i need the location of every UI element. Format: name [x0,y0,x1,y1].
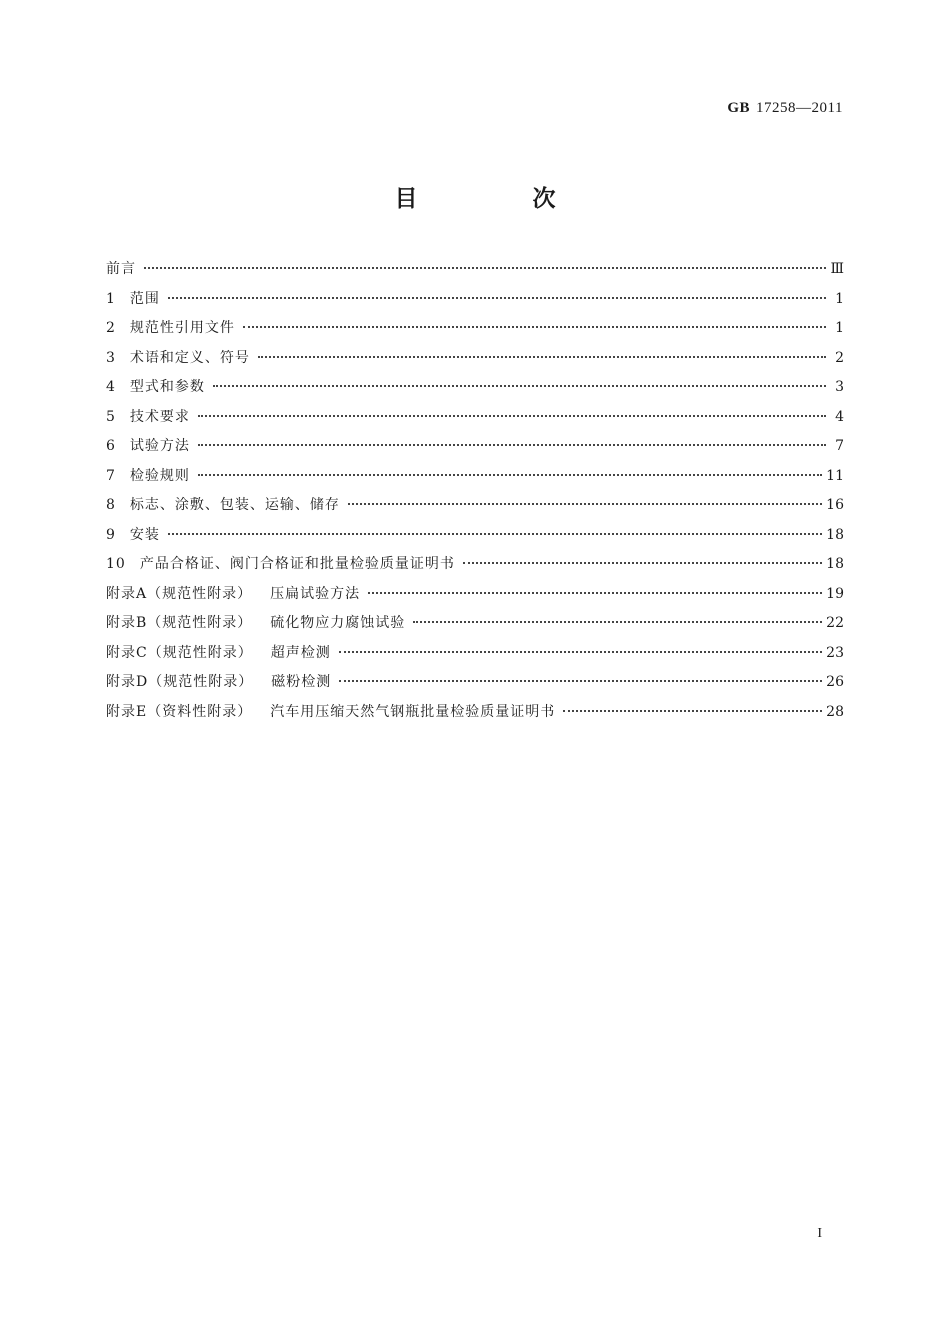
toc-entry-label: 附录C（规范性附录） 超声检测 [106,642,335,662]
appendix-number: 附录D（规范性附录） [106,674,254,690]
toc-entry-appendix-b[interactable] [106,612,844,642]
toc-entry-10[interactable] [106,553,844,583]
standard-code [727,100,843,117]
toc-entry-label: 附录A（规范性附录） 压扁试验方法 [106,583,364,603]
appendix-number: 附录C（规范性附录） [106,644,253,661]
appendix-number: 附录A（规范性附录） [106,585,253,602]
dot-leader [368,592,822,594]
toc-entry-label: 前言 [106,261,136,277]
toc-entry-page: 16 [826,497,844,513]
toc-entry-3[interactable] [106,347,844,377]
section-number: 2 [106,320,116,336]
toc-entry-9[interactable] [106,524,844,554]
dot-leader [198,415,826,417]
dot-leader [413,621,822,623]
table-of-contents [106,258,844,730]
toc-entry-foreword[interactable] [106,258,844,288]
toc-entry-5[interactable] [106,406,844,436]
toc-entry-page: 19 [826,585,844,602]
toc-entry-appendix-c[interactable] [106,642,844,672]
toc-entry-label: 附录E（资料性附录） 汽车用压缩天然气钢瓶批量检验质量证明书 [106,701,559,721]
toc-entry-page: 18 [826,526,844,543]
toc-entry-page: 11 [826,467,844,484]
dot-leader [339,651,822,653]
toc-entry-page: 4 [835,408,844,425]
toc-entry-label: 4 型式和参数 [106,379,205,395]
dot-leader [213,385,826,387]
page-number: I [817,1226,822,1241]
section-number: 6 [106,438,116,454]
toc-entry-appendix-e[interactable] [106,701,844,731]
toc-entry-page: 22 [826,615,844,631]
toc-entry-page: 2 [835,349,844,366]
dot-leader [198,444,826,446]
dot-leader [144,267,826,269]
section-number: 5 [106,408,116,425]
toc-entry-label: 8 标志、涂敷、包装、运输、储存 [106,497,340,513]
toc-entry-4[interactable] [106,376,844,406]
toc-entry-label: 2 规范性引用文件 [106,320,235,336]
appendix-number: 附录E（资料性附录） [106,703,253,720]
toc-entry-label: 附录B（规范性附录） 硫化物应力腐蚀试验 [106,612,409,632]
page-title: 目 次 [394,186,602,212]
toc-entry-appendix-a[interactable] [106,583,844,613]
appendix-number: 附录B（规范性附录） [106,615,253,631]
section-number: 4 [106,379,116,395]
dot-leader [348,503,822,505]
dot-leader [339,680,822,682]
toc-entry-1[interactable] [106,288,844,318]
section-number: 9 [106,526,116,543]
toc-entry-label: 附录D（规范性附录） 磁粉检测 [106,671,335,691]
toc-entry-page: 3 [835,379,844,395]
standard-number: 17258—2011 [756,100,843,116]
toc-entry-7[interactable] [106,465,844,495]
section-number: 10 [106,556,126,572]
toc-entry-page: 23 [826,644,844,661]
toc-entry-page: 7 [835,438,844,454]
toc-entry-label: 9 安装 [106,526,160,543]
toc-entry-page: Ⅲ [830,261,844,277]
section-number: 3 [106,349,116,366]
standard-prefix: GB [727,100,751,116]
toc-entry-6[interactable] [106,435,844,465]
toc-entry-page: 18 [826,556,844,572]
section-number: 7 [106,467,116,484]
dot-leader [168,297,826,299]
toc-entry-page: 1 [835,290,844,307]
dot-leader [168,533,822,535]
toc-entry-label: 6 试验方法 [106,438,190,454]
toc-entry-label: 1 范围 [106,290,160,307]
toc-entry-8[interactable] [106,494,844,524]
toc-entry-page: 28 [826,703,844,720]
toc-entry-label: 10 产品合格证、阀门合格证和批量检验质量证明书 [106,556,455,572]
toc-entry-page: 26 [826,674,844,690]
dot-leader [258,356,826,358]
toc-entry-page: 1 [835,320,844,336]
toc-entry-2[interactable] [106,317,844,347]
section-number: 8 [106,497,116,513]
toc-entry-label: 5 技术要求 [106,408,190,425]
dot-leader [463,562,822,564]
toc-entry-appendix-d[interactable] [106,671,844,701]
toc-entry-label: 3 术语和定义、符号 [106,349,250,366]
dot-leader [563,710,822,712]
dot-leader [198,474,822,476]
dot-leader [243,326,826,328]
toc-entry-label: 7 检验规则 [106,467,190,484]
section-number: 1 [106,290,116,307]
